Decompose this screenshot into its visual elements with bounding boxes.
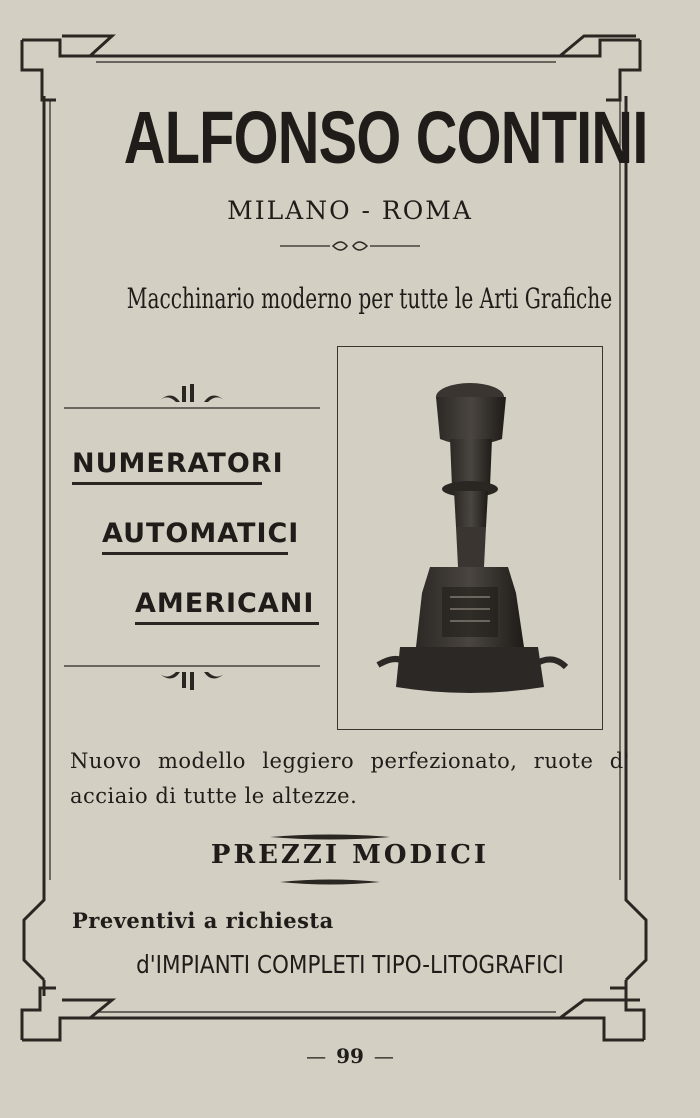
fleuron-ornament <box>275 236 425 256</box>
underline <box>135 622 319 625</box>
bottom-ornament-rule <box>64 660 320 694</box>
subtitle: Macchinario moderno per tutte le Arti Grafiche <box>126 282 613 315</box>
prices-bottom-rule <box>275 876 385 888</box>
underline <box>102 552 288 555</box>
top-ornament-rule <box>64 380 320 414</box>
numbering-machine-image <box>338 347 602 729</box>
product-line-2: AUTOMATICI <box>102 518 300 549</box>
cities: MILANO - ROMA <box>227 196 473 225</box>
advertiser-name: ALFONSO CONTINI <box>123 96 648 179</box>
impianti: d'IMPIANTI COMPLETI TIPO-LITOGRAFICI <box>136 950 564 979</box>
product-line-3: AMERICANI <box>135 588 315 619</box>
page-number: — 99 — <box>306 1044 394 1068</box>
product-line-1: NUMERATORI <box>72 448 284 479</box>
prices: PREZZI MODICI <box>210 840 490 870</box>
description: Nuovo modello leggiero perfezionato, ruote d' acciaio di tutte le altezze. <box>70 749 630 808</box>
page-number-value: 99 <box>336 1044 364 1068</box>
illustration-frame <box>337 346 603 730</box>
underline <box>72 482 262 485</box>
preventivi: Preventivi a richiesta <box>72 908 334 933</box>
